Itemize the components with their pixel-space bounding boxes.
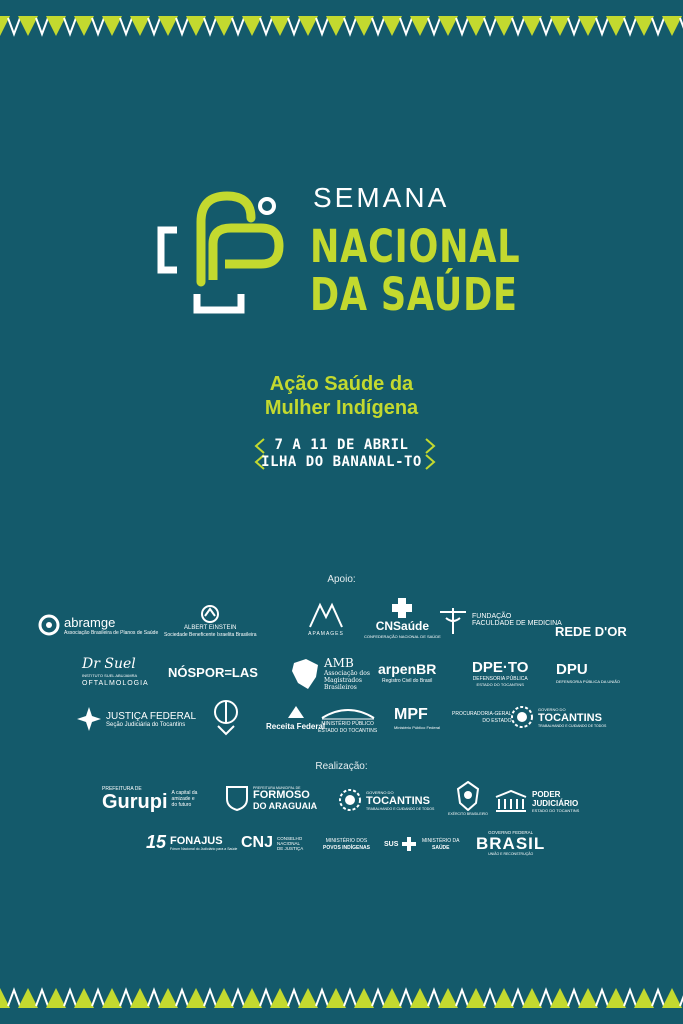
cnj-sub3: DE JUSTIÇA <box>277 845 304 851</box>
pattern-chevron <box>288 18 300 34</box>
formoso-logo <box>225 785 317 811</box>
pattern-triangle <box>578 988 598 1008</box>
receita-name: Receita Federal <box>266 722 326 731</box>
fundacao-logo <box>438 606 562 634</box>
event-logo <box>155 182 535 322</box>
brasil-name: BRASIL <box>476 834 546 853</box>
dpeto-sub: DEFENSORIA PÚBLICA <box>472 676 528 682</box>
pge-name: PROCURADORIA-GERAL <box>452 711 512 717</box>
gurupi-logo <box>102 786 202 812</box>
coat-of-arms-icon <box>212 698 240 738</box>
mpf-logo <box>394 706 440 730</box>
pattern-triangle <box>354 988 374 1008</box>
pattern-triangle <box>214 988 234 1008</box>
pattern-chevron <box>8 18 20 34</box>
justica-federal-logo <box>76 706 196 732</box>
cnsaude-sub: CONFEDERAÇÃO NACIONAL DE SAÚDE <box>364 634 441 639</box>
apoio-label: Apoio: <box>327 574 356 585</box>
pattern-triangle <box>242 988 262 1008</box>
pattern-chevron <box>344 18 356 34</box>
caduceus-icon <box>438 606 468 634</box>
fonajus-name: FONAJUS <box>170 834 223 847</box>
apamages-name: APAMAGES <box>308 631 344 637</box>
pattern-chevron <box>120 990 132 1006</box>
pattern-chevron <box>232 18 244 34</box>
mp-name: MINISTÉRIO PÚBLICO <box>321 721 374 727</box>
fundacao-sub: FACULDADE DE MEDICINA <box>472 620 562 627</box>
cnsaude-logo <box>364 598 441 640</box>
cnj-logo <box>241 834 303 852</box>
pattern-triangle <box>130 988 150 1008</box>
fonajus-sub: Fórum Nacional do Judiciário para a Saúde <box>170 846 238 851</box>
mp-logo <box>318 706 377 734</box>
pge-logo <box>452 711 511 724</box>
event-date: 7 A 11 DE ABRIL <box>274 437 409 453</box>
governo-federal-logo <box>476 830 545 856</box>
mpi-line2: POVOS INDÍGENAS <box>323 845 370 851</box>
drsuel-sub: INSTITUTO SUEL ABUJAMRA <box>82 673 138 678</box>
sun-icon <box>510 705 534 729</box>
pattern-chevron <box>540 990 552 1006</box>
pattern-triangle <box>242 16 262 36</box>
gov-small: GOVERNO DO <box>366 789 394 795</box>
drsuel-name: Dr Suel <box>82 656 136 672</box>
pattern-chevron <box>652 990 664 1006</box>
pattern-triangle <box>74 988 94 1008</box>
mp-sub: ESTADO DO TOCANTINS <box>318 728 378 734</box>
pattern-chevron <box>568 990 580 1006</box>
pattern-triangle <box>382 988 402 1008</box>
pattern-triangle <box>550 16 570 36</box>
rededor-logo <box>555 624 627 639</box>
pattern-triangle <box>606 988 626 1008</box>
formoso-top: PREFEITURA MUNICIPAL DE <box>253 785 301 790</box>
cnj-sub1: CONSELHO <box>277 835 303 841</box>
formoso-name2: DO ARAGUAIA <box>253 800 318 811</box>
cnsaude-icon <box>390 598 414 618</box>
pattern-chevron <box>344 990 356 1006</box>
semana-text: SEMANA <box>313 182 450 213</box>
plus-cross-icon <box>402 837 416 851</box>
top-pattern-band <box>0 0 683 52</box>
sus-name: SUS <box>384 840 399 848</box>
army-emblem-icon <box>456 781 480 811</box>
realizacao-label: Realização: <box>315 761 368 772</box>
health-logo-icon <box>155 182 290 322</box>
pattern-triangle <box>662 988 682 1008</box>
gurupi-name: Gurupi <box>102 791 168 813</box>
pattern-chevron <box>148 18 160 34</box>
event-dates <box>0 437 683 471</box>
dpeto-name: DPE·TO <box>472 659 529 676</box>
nosporelas-name: NÓSPOR=LAS <box>168 665 258 680</box>
formoso-crest-icon <box>225 785 249 811</box>
pattern-chevron <box>596 990 608 1006</box>
pattern-triangle <box>158 988 178 1008</box>
pattern-triangle <box>634 16 654 36</box>
event-place: ILHA DO BANANAL-TO <box>261 454 422 470</box>
pattern-triangle <box>158 16 178 36</box>
pattern-triangle <box>606 16 626 36</box>
ms-logo <box>422 838 460 851</box>
pattern-triangle <box>186 16 206 36</box>
pattern-chevron <box>484 18 496 34</box>
arpen-name: arpenBR <box>378 661 437 677</box>
pattern-triangle <box>354 16 374 36</box>
poder-judiciario-logo <box>494 789 579 813</box>
ms-line1: MINISTÉRIO DA <box>422 838 460 844</box>
bottom-pattern-band <box>0 972 683 1024</box>
sus-logo <box>384 837 416 851</box>
pattern-chevron <box>204 990 216 1006</box>
pattern-triangle <box>18 16 38 36</box>
pattern-triangle <box>130 16 150 36</box>
dpu-name: DPU <box>556 661 588 678</box>
apamages-icon <box>306 601 346 629</box>
rededor-name: REDE D'OR <box>555 624 627 639</box>
pattern-chevron <box>64 990 76 1006</box>
pattern-chevron <box>120 18 132 34</box>
pattern-chevron <box>372 18 384 34</box>
pattern-chevron <box>92 990 104 1006</box>
receita-logo <box>266 704 325 731</box>
pattern-chevron <box>456 990 468 1006</box>
pattern-triangle <box>214 16 234 36</box>
event-line-1: Ação Saúde da <box>269 373 414 395</box>
title-line-1: NACIONAL <box>310 220 521 273</box>
gf-name: GOVERNO FEDERAL <box>488 830 534 835</box>
pattern-chevron <box>652 18 664 34</box>
exercito-logo <box>448 781 488 816</box>
einstein-logo <box>164 604 257 638</box>
einstein-name: ALBERT EINSTEIN <box>184 625 237 631</box>
pattern-triangle <box>438 16 458 36</box>
pattern-triangle <box>298 988 318 1008</box>
pattern-chevron <box>624 990 636 1006</box>
amb-logo <box>290 656 372 691</box>
event-title <box>0 372 683 420</box>
pattern-chevron <box>400 18 412 34</box>
arpen-sub: Registro Civil do Brasil <box>382 678 433 684</box>
pattern-triangle <box>46 16 66 36</box>
pattern-chevron <box>624 18 636 34</box>
mpf-sub: Ministério Público Federal <box>394 725 441 730</box>
pattern-triangle <box>494 988 514 1008</box>
gov-tocantins-logo-apoio <box>510 705 606 729</box>
star-icon <box>76 706 102 732</box>
pattern-triangle <box>46 988 66 1008</box>
pattern-triangle <box>438 988 458 1008</box>
pattern-chevron <box>232 990 244 1006</box>
drsuel-logo <box>82 656 149 687</box>
gurupi-slogan: A capital da amizade e do futuro <box>171 790 198 808</box>
exercito-name: EXÉRCITO BRASILEIRO <box>448 812 488 816</box>
pattern-triangle <box>102 988 122 1008</box>
pattern-chevron <box>568 18 580 34</box>
pattern-triangle <box>186 988 206 1008</box>
pattern-chevron <box>176 18 188 34</box>
title-line-2: DA SAÚDE <box>310 268 518 321</box>
gurupi-pref: PREFEITURA DE <box>102 786 142 792</box>
dpeto-sub2: ESTADO DO TOCANTINS <box>476 682 524 687</box>
pattern-triangle <box>662 16 682 36</box>
mpi-logo <box>323 838 370 851</box>
cnj-sub2: NACIONAL <box>277 840 301 846</box>
mpf-name: MPF <box>394 706 428 723</box>
abramge-sub: Associação Brasileira de Planos de Saúde <box>64 629 159 636</box>
pattern-chevron <box>36 990 48 1006</box>
pattern-triangle <box>466 988 486 1008</box>
pattern-triangle <box>410 988 430 1008</box>
cnsaude-name: CNSaúde <box>375 619 430 633</box>
pattern-chevron <box>596 18 608 34</box>
formoso-name: FORMOSO <box>253 788 310 801</box>
pattern-chevron <box>484 990 496 1006</box>
mp-icon <box>320 706 376 720</box>
pattern-triangle <box>466 16 486 36</box>
arpen-logo <box>378 661 436 684</box>
pattern-chevron <box>316 18 328 34</box>
pattern-chevron <box>512 990 524 1006</box>
dpeto-logo <box>472 659 528 687</box>
pattern-chevron <box>428 18 440 34</box>
gov-sub: TRABALHANDO E CUIDANDO DE TODOS <box>366 806 435 811</box>
brazil-map-icon <box>290 657 320 691</box>
pattern-chevron <box>204 18 216 34</box>
pattern-chevron <box>316 990 328 1006</box>
pattern-triangle <box>298 16 318 36</box>
pattern-triangle <box>326 16 346 36</box>
pattern-triangle <box>522 988 542 1008</box>
poder-name: PODER <box>532 789 561 799</box>
amb-name: AMB <box>324 656 354 670</box>
sun-icon <box>338 788 362 812</box>
event-line-2: Mulher Indígena <box>264 397 419 419</box>
cnj-name: CNJ <box>241 834 274 851</box>
pattern-triangle <box>410 16 430 36</box>
pattern-triangle <box>634 988 654 1008</box>
pattern-chevron <box>8 990 20 1006</box>
amb-sub: Associação dos Magistrados Brasileiros <box>324 670 370 691</box>
einstein-sub: Sociedade Beneficente Israelita Brasileira <box>164 632 257 638</box>
pattern-triangle <box>550 988 570 1008</box>
pattern-triangle <box>270 988 290 1008</box>
pattern-chevron <box>64 18 76 34</box>
receita-icon <box>286 704 306 720</box>
pattern-triangle <box>270 16 290 36</box>
fonajus-num: 15 <box>146 832 167 852</box>
pattern-triangle <box>578 16 598 36</box>
pattern-triangle <box>74 16 94 36</box>
courthouse-icon <box>494 789 528 813</box>
pattern-chevron <box>176 990 188 1006</box>
pattern-chevron <box>36 18 48 34</box>
apamages-logo <box>306 601 346 637</box>
pattern-chevron <box>92 18 104 34</box>
pattern-chevron <box>260 990 272 1006</box>
mpi-line1: MINISTÉRIO DOS <box>325 838 368 844</box>
pattern-triangle <box>18 988 38 1008</box>
judiciario-sub: ESTADO DO TOCANTINS <box>532 807 580 813</box>
einstein-icon <box>200 604 220 624</box>
pattern-chevron <box>540 18 552 34</box>
abramge-icon <box>38 614 60 636</box>
pattern-chevron <box>148 990 160 1006</box>
nosporelas-logo <box>168 665 258 680</box>
justica-name: JUSTIÇA FEDERAL <box>106 710 197 722</box>
fonajus-logo <box>146 832 237 853</box>
pattern-chevron <box>260 18 272 34</box>
abramge-logo <box>38 614 158 636</box>
pattern-triangle <box>102 16 122 36</box>
ms-line2: SAÚDE <box>432 845 450 851</box>
gf-sub: UNIÃO E RECONSTRUÇÃO <box>488 852 534 856</box>
pge-sub: DO ESTADO <box>482 718 512 724</box>
gov-to-name: TOCANTINS <box>538 711 602 724</box>
pattern-chevron <box>400 990 412 1006</box>
pattern-triangle <box>382 16 402 36</box>
abramge-name: abramge <box>64 614 116 630</box>
pattern-chevron <box>428 990 440 1006</box>
pattern-triangle <box>494 16 514 36</box>
pattern-chevron <box>512 18 524 34</box>
pattern-chevron <box>456 18 468 34</box>
drsuel-sub2: OFTALMOLOGIA <box>82 680 149 687</box>
gov-to-sub: TRABALHANDO E CUIDANDO DE TODOS <box>538 723 607 728</box>
gov-name: TOCANTINS <box>366 794 430 807</box>
fundacao-name: FUNDAÇÃO <box>472 613 512 620</box>
dpu-sub: DEFENSORIA PÚBLICA DA UNIÃO <box>556 679 621 684</box>
justica-sub: Seção Judiciária do Tocantins <box>106 721 186 728</box>
gov-to-small: GOVERNO DO <box>538 706 566 712</box>
dpu-logo <box>556 661 620 684</box>
pattern-chevron <box>288 990 300 1006</box>
pattern-triangle <box>326 988 346 1008</box>
judiciario-name: JUDICIÁRIO <box>532 798 579 808</box>
pattern-chevron <box>372 990 384 1006</box>
coat-of-arms-logo <box>212 698 240 738</box>
gov-tocantins-logo <box>338 788 434 812</box>
pattern-triangle <box>522 16 542 36</box>
